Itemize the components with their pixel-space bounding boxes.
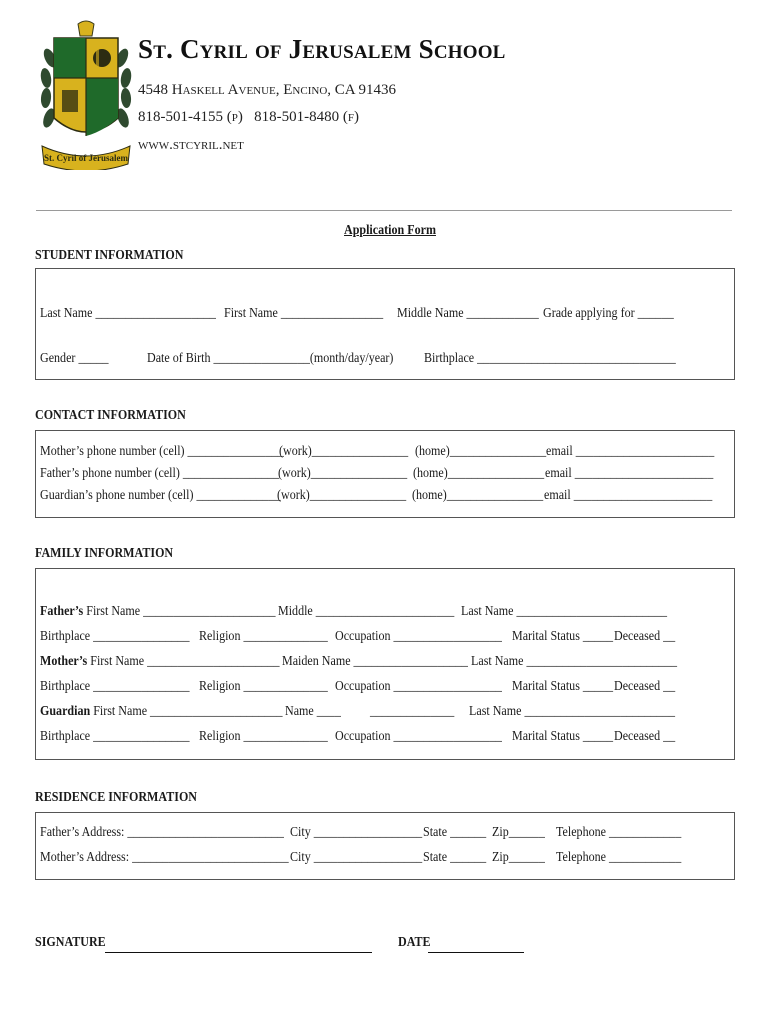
father-label: Father’s	[40, 604, 84, 619]
mother-first-name-text: First Name ______________________	[87, 654, 280, 669]
mother-home-field[interactable]: (home)________________	[415, 444, 547, 459]
mother-cell-field[interactable]: Mother’s phone number (cell) ________________	[40, 444, 284, 459]
mother-email-field[interactable]: email _______________________	[546, 444, 715, 459]
father-zip-field[interactable]: Zip______	[492, 825, 545, 840]
student-section-title: STUDENT INFORMATION	[35, 248, 184, 263]
guardian-last-name-field[interactable]: Last Name _________________________	[469, 704, 675, 719]
school-phones: 818-501-4155 (p) 818-501-8480 (f)	[138, 109, 359, 125]
father-city-field[interactable]: City __________________	[290, 825, 423, 840]
guardian-work-field[interactable]: (work)________________	[277, 488, 407, 503]
mother-marital-status-field[interactable]: Marital Status _____	[512, 679, 613, 694]
mother-occupation-field[interactable]: Occupation __________________	[335, 679, 502, 694]
father-marital-status-field[interactable]: Marital Status _____	[512, 629, 613, 644]
father-last-name-field[interactable]: Last Name _________________________	[461, 604, 667, 619]
father-birthplace-field[interactable]: Birthplace ________________	[40, 629, 190, 644]
guardian-occupation-field[interactable]: Occupation __________________	[335, 729, 502, 744]
mother-state-field[interactable]: State ______	[423, 850, 487, 865]
form-title: Application Form	[344, 223, 436, 238]
middle-name-field[interactable]: Middle Name ____________	[397, 306, 539, 321]
mother-city-field[interactable]: City __________________	[290, 850, 423, 865]
father-state-field[interactable]: State ______	[423, 825, 487, 840]
residence-info-box	[35, 812, 735, 880]
guardian-home-field[interactable]: (home)________________	[412, 488, 544, 503]
school-website: www.stcyril.net	[138, 137, 244, 153]
mother-deceased-field[interactable]: Deceased __	[614, 679, 676, 694]
guardian-religion-field[interactable]: Religion ______________	[199, 729, 328, 744]
mother-maiden-name-field[interactable]: Maiden Name ___________________	[282, 654, 468, 669]
mother-work-field[interactable]: (work)________________	[279, 444, 409, 459]
mother-birthplace-field[interactable]: Birthplace ________________	[40, 679, 190, 694]
father-middle-field[interactable]: Middle _______________________	[278, 604, 455, 619]
guardian-first-name-text: First Name ______________________	[90, 704, 283, 719]
father-address-field[interactable]: Father’s Address: __________________________	[40, 825, 284, 840]
guardian-first-name-field[interactable]	[40, 704, 282, 720]
guardian-cell-field[interactable]: Guardian’s phone number (cell) ______________	[40, 488, 281, 503]
school-address: 4548 Haskell Avenue, Encino, CA 91436	[138, 82, 397, 98]
mother-label: Mother’s	[40, 654, 88, 669]
residence-section-title: RESIDENCE INFORMATION	[35, 790, 198, 805]
signature-line[interactable]	[105, 952, 372, 953]
mother-last-name-field[interactable]: Last Name _________________________	[471, 654, 677, 669]
father-religion-field[interactable]: Religion ______________	[199, 629, 328, 644]
school-crest-logo	[40, 18, 132, 170]
father-first-name-text: First Name ______________________	[83, 604, 276, 619]
gender-field[interactable]: Gender _____	[40, 351, 109, 366]
mother-zip-field[interactable]: Zip______	[492, 850, 545, 865]
guardian-marital-status-field[interactable]: Marital Status _____	[512, 729, 613, 744]
father-email-field[interactable]: email _______________________	[545, 466, 714, 481]
father-occupation-field[interactable]: Occupation __________________	[335, 629, 502, 644]
father-home-field[interactable]: (home)________________	[413, 466, 545, 481]
mother-first-name-field[interactable]	[40, 654, 280, 670]
father-deceased-field[interactable]: Deceased __	[614, 629, 676, 644]
first-name-field[interactable]: First Name _________________	[224, 306, 384, 321]
guardian-deceased-field[interactable]: Deceased __	[614, 729, 676, 744]
father-work-field[interactable]: (work)________________	[278, 466, 408, 481]
svg-text:St. Cyril of Jerusalem: St. Cyril of Jerusalem	[44, 153, 128, 163]
father-cell-field[interactable]: Father’s phone number (cell) ________________	[40, 466, 280, 481]
guardian-birthplace-field[interactable]: Birthplace ________________	[40, 729, 190, 744]
father-telephone-field[interactable]: Telephone ____________	[556, 825, 682, 840]
birthplace-field[interactable]: Birthplace _________________________________	[424, 351, 676, 366]
school-name: St. Cyril of Jerusalem School	[138, 34, 506, 64]
guardian-name-extra-field[interactable]: ______________	[370, 704, 455, 719]
contact-section-title: CONTACT INFORMATION	[35, 408, 186, 423]
grade-applying-field[interactable]: Grade applying for ______	[543, 306, 674, 321]
guardian-email-field[interactable]: email _______________________	[544, 488, 713, 503]
mother-address-field[interactable]: Mother’s Address: __________________________	[40, 850, 289, 865]
mother-religion-field[interactable]: Religion ______________	[199, 679, 328, 694]
guardian-name-field[interactable]: Name ____	[285, 704, 341, 719]
signature-label: SIGNATURE	[35, 935, 106, 950]
header-divider	[36, 210, 732, 211]
guardian-label: Guardian	[40, 704, 91, 719]
last-name-field[interactable]: Last Name ____________________	[40, 306, 216, 321]
mother-telephone-field[interactable]: Telephone ____________	[556, 850, 682, 865]
date-line[interactable]	[428, 952, 524, 953]
father-first-name-field[interactable]	[40, 604, 276, 620]
family-section-title: FAMILY INFORMATION	[35, 546, 174, 561]
date-label: DATE	[398, 935, 431, 950]
date-of-birth-field[interactable]: Date of Birth ________________(month/day/year)	[147, 351, 394, 366]
